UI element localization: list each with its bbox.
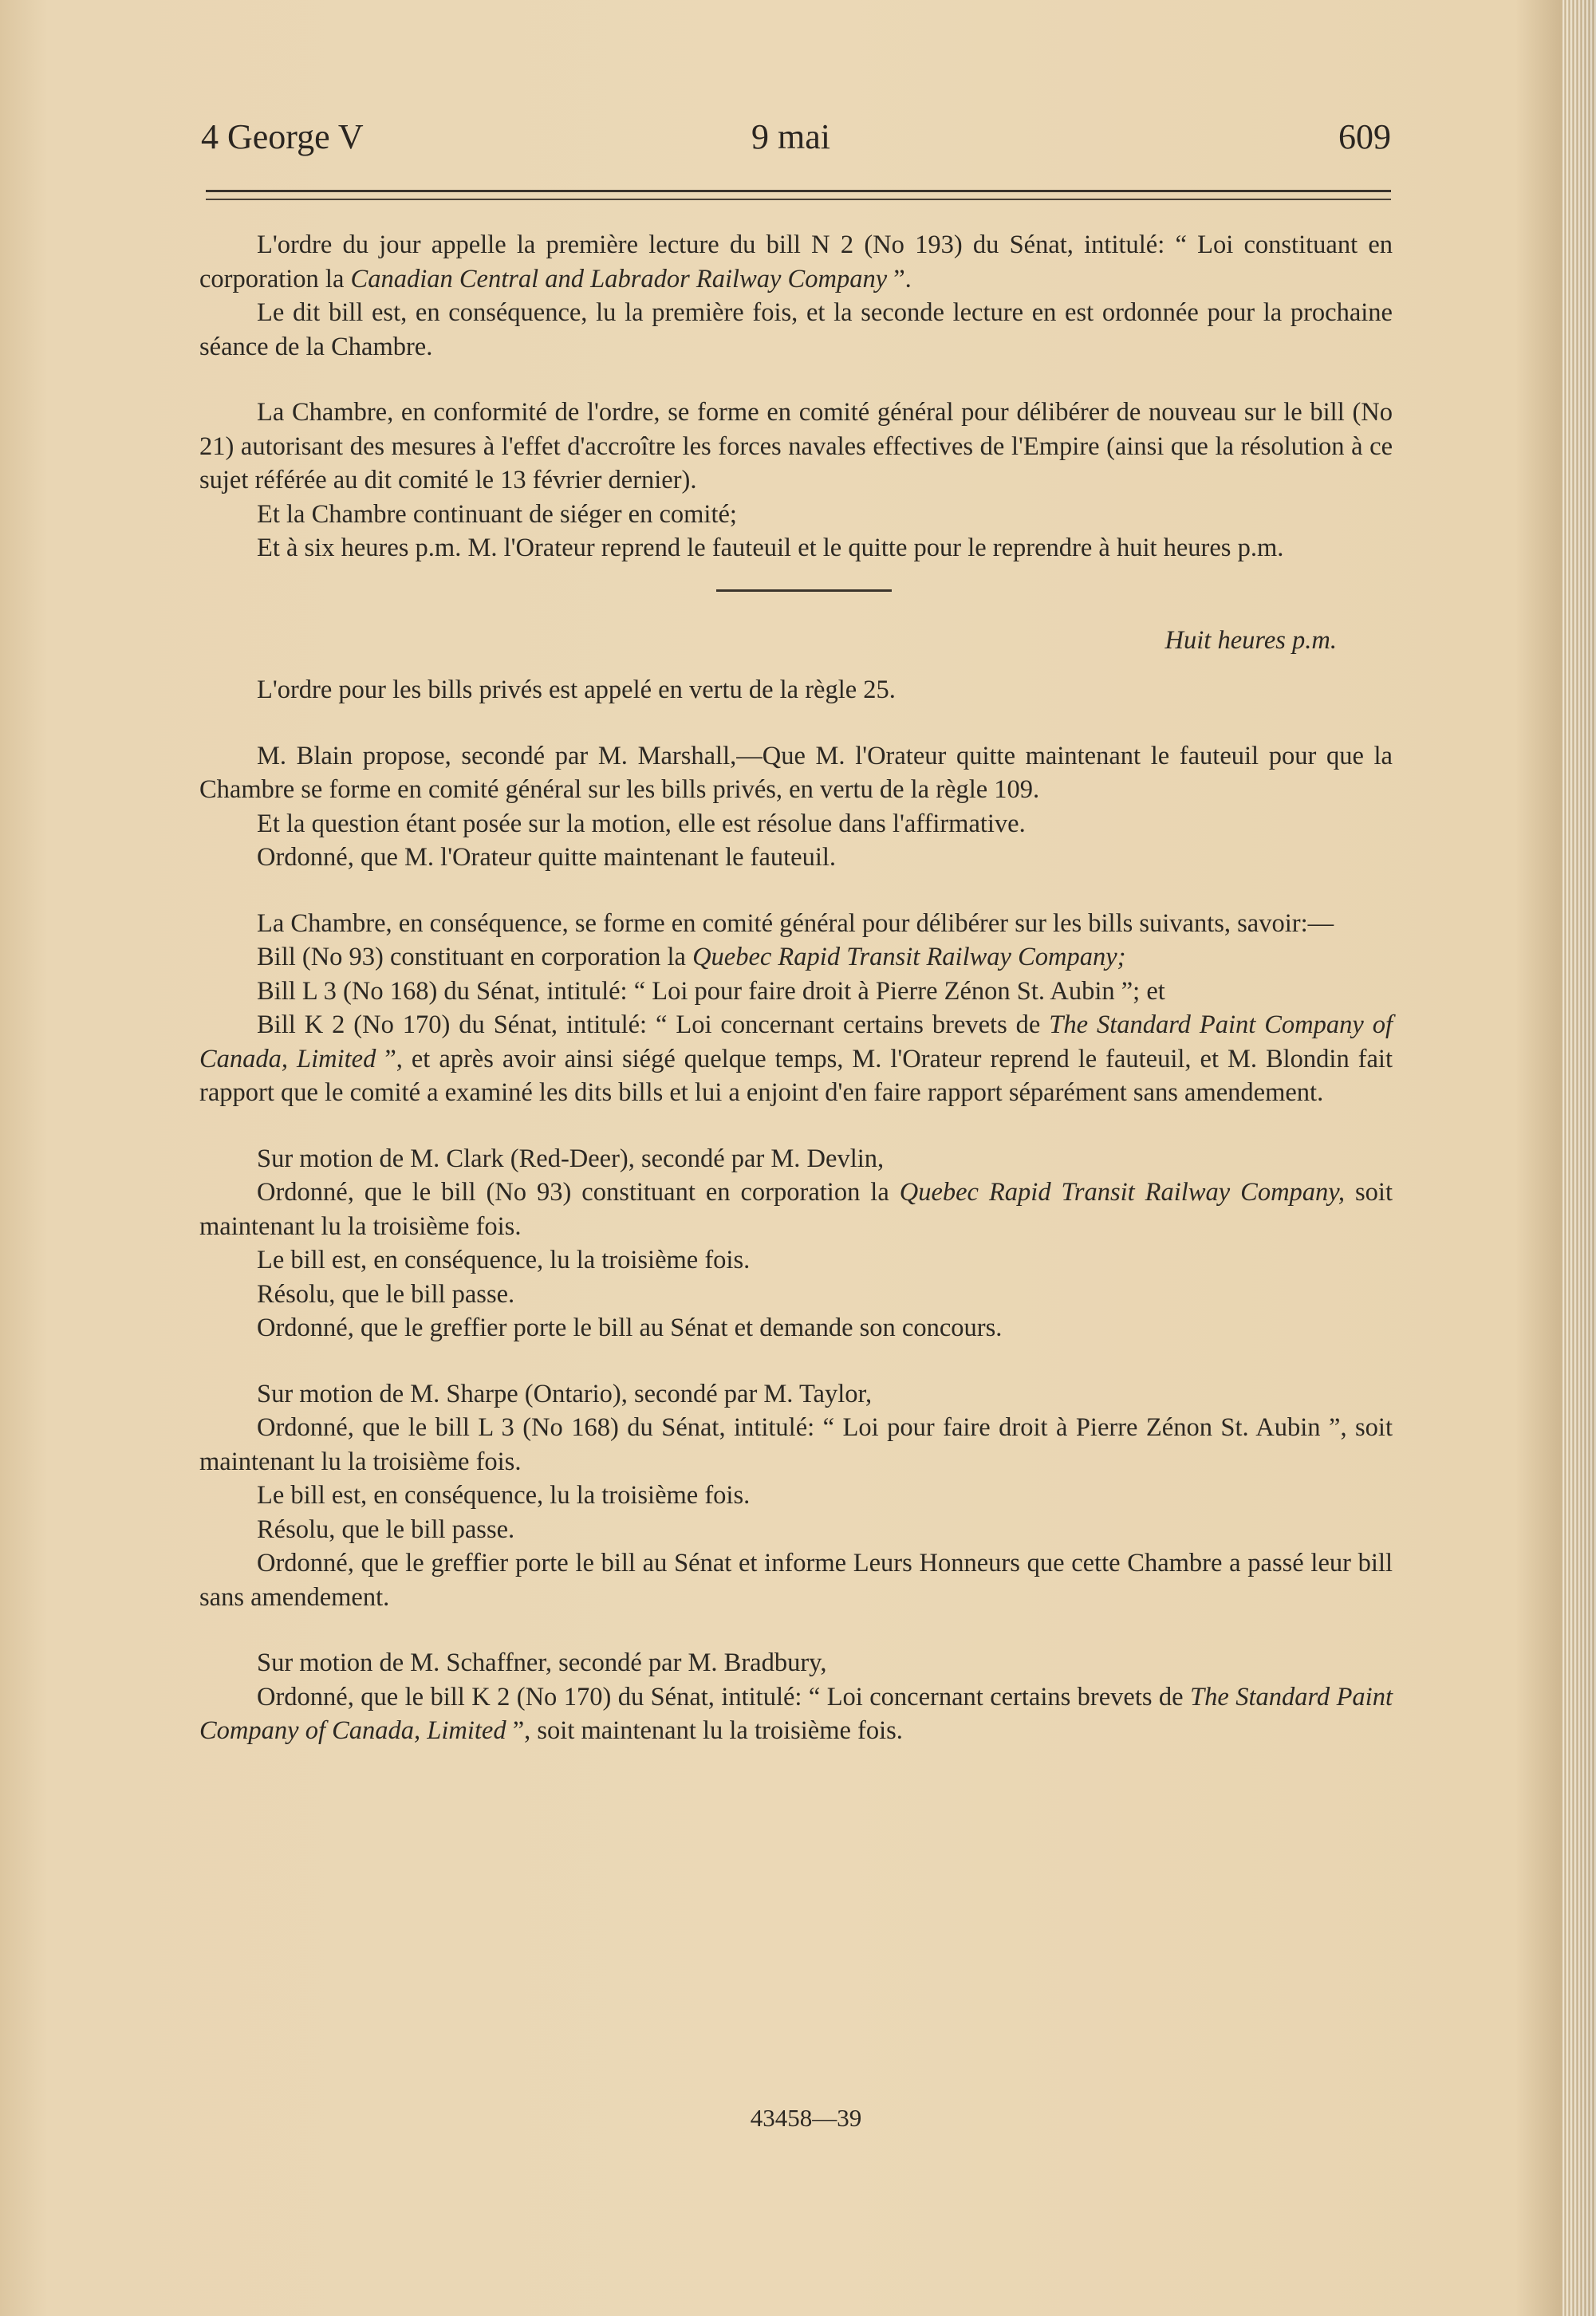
- paragraph: La Chambre, en conséquence, se forme en comité général pour délibérer sur les bills suivants, savoir:—: [257, 908, 1334, 938]
- paragraph: M. Blain propose, secondé par M. Marshall,—Que M. l'Orateur quitte maintenant le fauteuil pour que la Chambre se forme en comité général sur les bills privés, en vertu de la règle 109.: [199, 741, 1393, 804]
- paragraph: L'ordre pour les bills privés est appelé en vertu de la règle 25.: [257, 676, 896, 704]
- paragraph: Le dit bill est, en conséquence, lu la première fois, et la seconde lecture en est ordonnée pour la prochaine séance de la Chambre.: [199, 298, 1393, 361]
- paragraph: Bill K 2 (No 170) du Sénat, intitulé: “ Loi concernant certains brevets de The Standard Paint Company of Canada, Limited ”, et après avoir ainsi siégé quelque temps, M. l'Orateur reprend le fauteuil, et M. Blondin fait rapport que le comité a examiné les dits bills et lui a enjoint d'en faire rapport séparément sans amendement.: [199, 1010, 1393, 1107]
- journal-body: [199, 228, 1393, 1748]
- paragraph: Ordonné, que le bill (No 93) constituant en corporation la Quebec Rapid Transit Railway Company, soit maintenant lu la troisième fois.: [199, 1178, 1393, 1241]
- paragraph: Sur motion de M. Clark (Red-Deer), secondé par M. Devlin,: [257, 1144, 885, 1173]
- header-date: 9 mai: [751, 117, 830, 156]
- paragraph: Résolu, que le bill passe.: [257, 1514, 515, 1544]
- paragraph: Ordonné, que M. l'Orateur quitte maintenant le fauteuil.: [257, 843, 837, 872]
- section-separator: [716, 589, 892, 592]
- printer-signature: 43458—39: [750, 2104, 862, 2132]
- paragraph: Résolu, que le bill passe.: [257, 1279, 515, 1309]
- italic-name: Quebec Rapid Transit Railway Company,: [899, 1178, 1346, 1207]
- header-regnal-year: 4 George V: [201, 117, 364, 156]
- paragraph: Et la Chambre continuant de siéger en comité;: [257, 499, 737, 529]
- paragraph: Ordonné, que le greffier porte le bill au Sénat et demande son concours.: [257, 1314, 1003, 1342]
- paragraph: Bill (No 93) constituant en corporation la Quebec Rapid Transit Railway Company;: [257, 943, 1126, 971]
- paragraph: Ordonné, que le greffier porte le bill au Sénat et informe Leurs Honneurs que cette Chambre a passé leur bill sans amendement.: [199, 1549, 1393, 1612]
- paragraph: Ordonné, que le bill L 3 (No 168) du Sénat, intitulé: “ Loi pour faire droit à Pierre Zénon St. Aubin ”, soit maintenant lu la troisième fois.: [199, 1413, 1393, 1476]
- header-rule-bottom: [206, 199, 1391, 200]
- header-page-number: 609: [1338, 117, 1391, 156]
- paragraph: La Chambre, en conformité de l'ordre, se forme en comité général pour délibérer de nouveau sur le bill (No 21) autorisant des mesures à l'effet d'accroître les forces navales effectives de l'Empire (ainsi que la résolution à ce sujet référée au dit comité le 13 février dernier).: [199, 398, 1393, 494]
- paragraph: Ordonné, que le bill K 2 (No 170) du Sénat, intitulé: “ Loi concernant certains brevets de The Standard Paint Company of Canada, Limited ”, soit maintenant lu la troisième fois.: [199, 1682, 1393, 1745]
- italic-name: The Standard Paint Company of Canada, Limited: [199, 1010, 1393, 1073]
- italic-name: Quebec Rapid Transit Railway Company;: [692, 943, 1126, 971]
- book-spine-edge: [1563, 0, 1596, 2316]
- header-rule-top: [206, 190, 1391, 192]
- paragraph: Et à six heures p.m. M. l'Orateur reprend le fauteuil et le quitte pour le reprendre à huit heures p.m.: [257, 534, 1284, 562]
- italic-name: The Standard Paint Company of Canada, Limited: [199, 1682, 1393, 1745]
- italic-name: Canadian Central and Labrador Railway Company: [350, 264, 888, 293]
- paragraph: Bill L 3 (No 168) du Sénat, intitulé: “ Loi pour faire droit à Pierre Zénon St. Aubin ”; et: [257, 976, 1165, 1006]
- paragraph: L'ordre du jour appelle la première lecture du bill N 2 (No 193) du Sénat, intitulé: “ Loi constituant en corporation la Canadian Central and Labrador Railway Company ”.: [199, 230, 1393, 293]
- paragraph: Le bill est, en conséquence, lu la troisième fois.: [257, 1246, 751, 1274]
- section-time-heading: Huit heures p.m.: [1164, 625, 1337, 655]
- paragraph: Et la question étant posée sur la motion, elle est résolue dans l'affirmative.: [257, 809, 1026, 838]
- paragraph: Sur motion de M. Schaffner, secondé par M. Bradbury,: [257, 1648, 827, 1677]
- paragraph: Le bill est, en conséquence, lu la troisième fois.: [257, 1481, 751, 1510]
- page-header: [201, 116, 1391, 164]
- paragraph: Sur motion de M. Sharpe (Ontario), secondé par M. Taylor,: [257, 1379, 873, 1408]
